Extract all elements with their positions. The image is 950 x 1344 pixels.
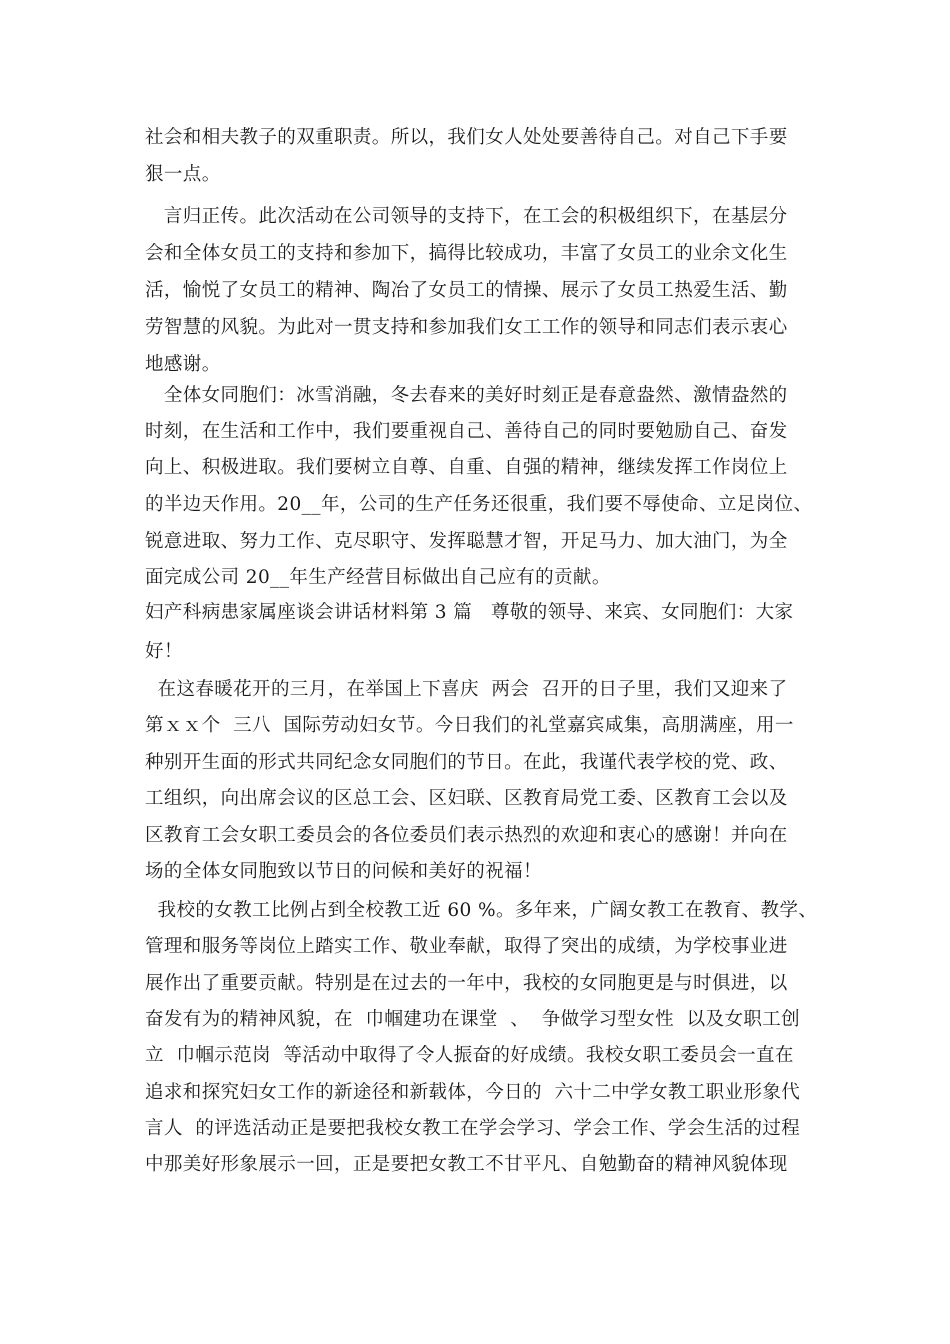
text-line: 地感谢。 xyxy=(145,354,221,375)
text-line: 工组织，向出席会议的区总工会、区妇联、区教育局党工委、区教育工会以及 xyxy=(145,788,788,809)
text-line: 社会和相夫教子的双重职责。所以，我们女人处处要善待自己。对自己下手要 xyxy=(145,127,788,148)
text-line: 劳智慧的风貌。为此对一贯支持和参加我们女工工作的领导和同志们表示衷心 xyxy=(145,317,788,338)
text-line: 的半边天作用。20__年，公司的生产任务还很重，我们要不辱使命、立足岗位、 xyxy=(145,494,813,515)
text-line: 追求和探究妇女工作的新途径和新载体，今日的 六十二中学女教工职业形象代 xyxy=(145,1082,801,1103)
text-line: 好！ xyxy=(145,641,183,662)
text-line: 妇产科病患家属座谈会讲话材料第 3 篇 尊敬的领导、来宾、女同胞们：大家 xyxy=(145,602,794,623)
text-line: 全体女同胞们：冰雪消融，冬去春来的美好时刻正是春意盎然、激情盎然的 xyxy=(145,385,788,406)
text-line: 场的全体女同胞致以节日的问候和美好的祝福！ xyxy=(145,861,542,882)
text-line: 言人 的评选活动正是要把我校女教工在学会学习、学会工作、学会生活的过程 xyxy=(145,1118,801,1139)
text-line: 狠一点。 xyxy=(145,164,221,185)
text-line: 第ｘｘ个 三八 国际劳动妇女节。今日我们的礼堂嘉宾咸集，高朋满座，用一 xyxy=(145,715,794,736)
text-line: 管理和服务等岗位上踏实工作、敬业奉献，取得了突出的成绩，为学校事业进 xyxy=(145,936,788,957)
text-line: 在这春暖花开的三月，在举国上下喜庆 两会 召开的日子里，我们又迎来了 xyxy=(145,679,788,700)
text-line: 中那美好形象展示一回，正是要把女教工不甘平凡、自勉勤奋的精神风貌体现 xyxy=(145,1154,788,1175)
text-line: 展作出了重要贡献。特别是在过去的一年中，我校的女同胞更是与时俱进，以 xyxy=(145,973,788,994)
text-line: 区教育工会女职工委员会的各位委员们表示热烈的欢迎和衷心的感谢！并向在 xyxy=(145,825,788,846)
text-line: 奋发有为的精神风貌，在 巾帼建功在课堂 、 争做学习型女性 以及女职工创 xyxy=(145,1009,801,1030)
text-line: 种别开生面的形式共同纪念女同胞们的节日。在此，我谨代表学校的党、政、 xyxy=(145,752,788,773)
text-line: 立 巾帼示范岗 等活动中取得了令人振奋的好成绩。我校女职工委员会一直在 xyxy=(145,1045,794,1066)
text-line: 面完成公司 20__年生产经营目标做出自己应有的贡献。 xyxy=(145,567,611,588)
text-line: 我校的女教工比例占到全校教工近 60 %。多年来，广阔女教工在教育、教学、 xyxy=(145,900,818,921)
text-line: 时刻，在生活和工作中，我们要重视自己、善待自己的同时要勉励自己、奋发 xyxy=(145,421,788,442)
text-line: 锐意进取、努力工作、克尽职守、发挥聪慧才智，开足马力、加大油门，为全 xyxy=(145,531,788,552)
text-line: 会和全体女员工的支持和参加下，搞得比较成功，丰富了女员工的业余文化生 xyxy=(145,243,788,264)
text-line: 言归正传。此次活动在公司领导的支持下，在工会的积极组织下，在基层分 xyxy=(145,206,788,227)
text-line: 向上、积极进取。我们要树立自尊、自重、自强的精神，继续发挥工作岗位上 xyxy=(145,457,788,478)
text-line: 活，愉悦了女员工的精神、陶冶了女员工的情操、展示了女员工热爱生活、勤 xyxy=(145,280,788,301)
